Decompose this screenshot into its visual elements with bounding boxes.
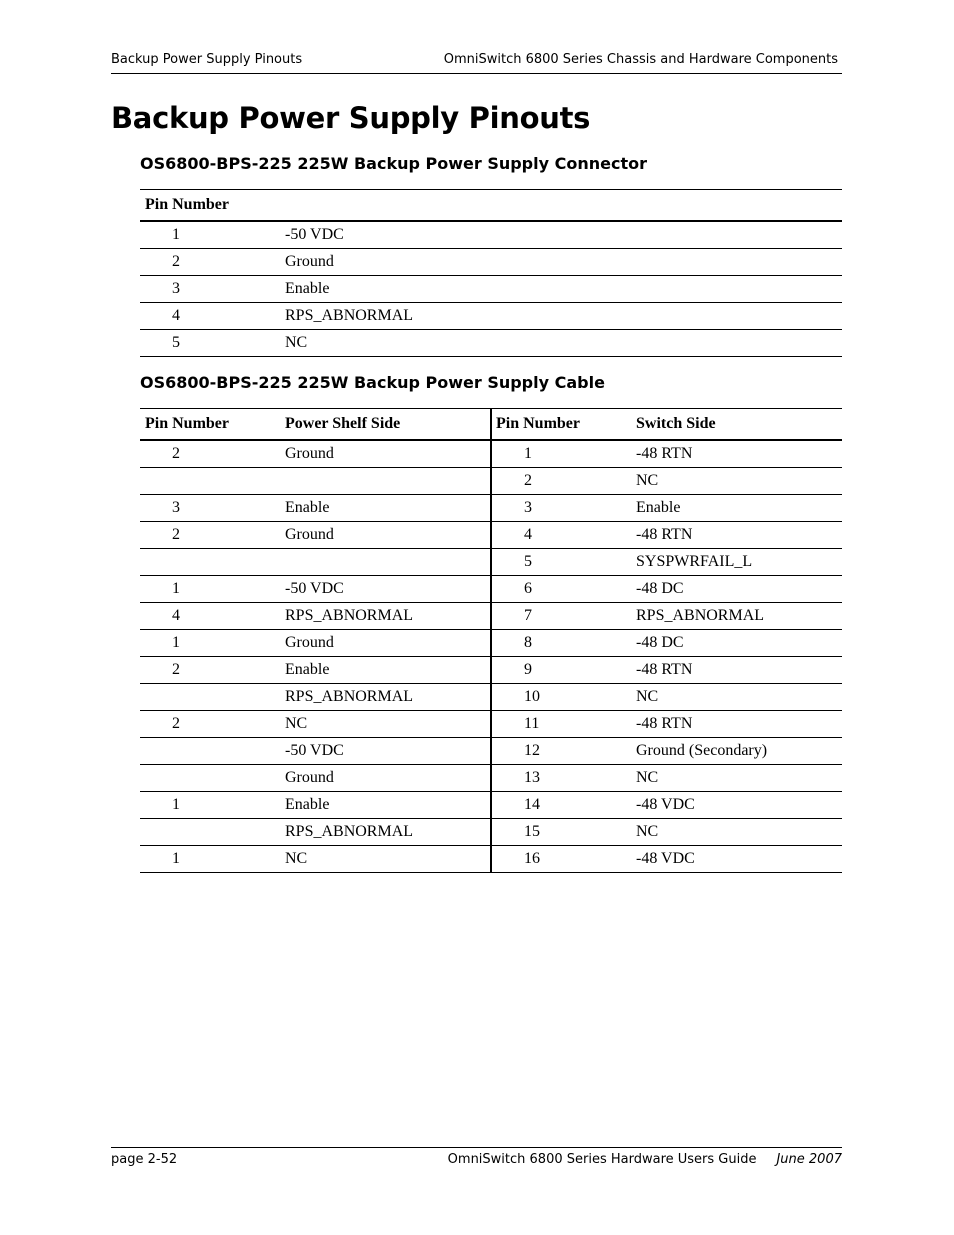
table-row [140, 330, 842, 357]
table-row [140, 738, 842, 765]
switch-signal-cell: -48 VDC [631, 792, 842, 819]
table-row [140, 819, 842, 846]
shelf-pin-cell: 4 [140, 603, 280, 630]
col-shelf-pin-number: Pin Number [140, 409, 280, 441]
page-number: page 2-52 [111, 1152, 178, 1167]
table-row [140, 603, 842, 630]
pin-number-cell: 1 [140, 221, 280, 249]
shelf-pin-cell: 1 [140, 846, 280, 873]
switch-pin-cell: 16 [491, 846, 631, 873]
cable-table [140, 408, 842, 873]
signal-cell: RPS_ABNORMAL [280, 303, 842, 330]
shelf-pin-cell: 1 [140, 630, 280, 657]
col-switch-side: Switch Side [631, 409, 842, 441]
switch-pin-cell: 1 [491, 440, 631, 468]
publication-date: June 2007 [776, 1152, 842, 1167]
shelf-signal-cell: RPS_ABNORMAL [280, 603, 491, 630]
col-switch-pin-number: Pin Number [491, 409, 631, 441]
table-row [140, 221, 842, 249]
switch-pin-cell: 8 [491, 630, 631, 657]
shelf-signal-cell [280, 549, 491, 576]
switch-signal-cell: -48 RTN [631, 440, 842, 468]
shelf-pin-cell: 2 [140, 657, 280, 684]
switch-pin-cell: 13 [491, 765, 631, 792]
footer-divider [111, 1147, 842, 1148]
switch-signal-cell: -48 RTN [631, 711, 842, 738]
connector-table [140, 189, 842, 357]
pin-number-cell: 3 [140, 276, 280, 303]
shelf-signal-cell: Ground [280, 630, 491, 657]
signal-cell: NC [280, 330, 842, 357]
switch-pin-cell: 14 [491, 792, 631, 819]
shelf-signal-cell: Ground [280, 440, 491, 468]
shelf-signal-cell: -50 VDC [280, 738, 491, 765]
pin-number-cell: 2 [140, 249, 280, 276]
switch-signal-cell: NC [631, 684, 842, 711]
switch-signal-cell: Enable [631, 495, 842, 522]
page-title: Backup Power Supply Pinouts [111, 101, 591, 135]
connector-header-row [140, 190, 842, 222]
shelf-signal-cell: RPS_ABNORMAL [280, 819, 491, 846]
shelf-pin-cell: 2 [140, 711, 280, 738]
switch-signal-cell: NC [631, 765, 842, 792]
header-divider [111, 73, 842, 74]
table-row [140, 468, 842, 495]
table-row [140, 522, 842, 549]
switch-pin-cell: 15 [491, 819, 631, 846]
switch-pin-cell: 10 [491, 684, 631, 711]
switch-pin-cell: 3 [491, 495, 631, 522]
table-row [140, 549, 842, 576]
col-power-shelf-side: Power Shelf Side [280, 409, 491, 441]
footer-guide [448, 1152, 842, 1167]
switch-signal-cell: -48 RTN [631, 657, 842, 684]
shelf-pin-cell: 1 [140, 576, 280, 603]
shelf-signal-cell: Enable [280, 495, 491, 522]
switch-signal-cell: -48 DC [631, 630, 842, 657]
table-row [140, 576, 842, 603]
shelf-signal-cell [280, 468, 491, 495]
signal-cell: Enable [280, 276, 842, 303]
shelf-pin-cell [140, 684, 280, 711]
switch-pin-cell: 2 [491, 468, 631, 495]
pin-number-cell: 4 [140, 303, 280, 330]
table-row [140, 657, 842, 684]
switch-pin-cell: 11 [491, 711, 631, 738]
table-row [140, 765, 842, 792]
col-pin-number: Pin Number [140, 190, 280, 222]
shelf-signal-cell: NC [280, 846, 491, 873]
table-row [140, 684, 842, 711]
pin-number-cell: 5 [140, 330, 280, 357]
switch-signal-cell: NC [631, 819, 842, 846]
shelf-signal-cell: Ground [280, 522, 491, 549]
shelf-pin-cell: 2 [140, 440, 280, 468]
switch-signal-cell: -48 VDC [631, 846, 842, 873]
shelf-signal-cell: Ground [280, 765, 491, 792]
shelf-pin-cell [140, 765, 280, 792]
signal-cell: Ground [280, 249, 842, 276]
running-header-chapter: OmniSwitch 6800 Series Chassis and Hardware Components [443, 52, 838, 67]
shelf-signal-cell: RPS_ABNORMAL [280, 684, 491, 711]
cable-heading: OS6800-BPS-225 225W Backup Power Supply Cable [140, 373, 605, 392]
switch-pin-cell: 4 [491, 522, 631, 549]
col-signal [280, 190, 842, 222]
switch-signal-cell: -48 RTN [631, 522, 842, 549]
shelf-pin-cell: 2 [140, 522, 280, 549]
shelf-pin-cell [140, 819, 280, 846]
switch-signal-cell: Ground (Secondary) [631, 738, 842, 765]
shelf-pin-cell: 1 [140, 792, 280, 819]
table-row [140, 249, 842, 276]
table-row [140, 711, 842, 738]
table-row [140, 440, 842, 468]
switch-pin-cell: 5 [491, 549, 631, 576]
shelf-signal-cell: Enable [280, 792, 491, 819]
switch-signal-cell: -48 DC [631, 576, 842, 603]
shelf-pin-cell [140, 549, 280, 576]
shelf-signal-cell: NC [280, 711, 491, 738]
connector-heading: OS6800-BPS-225 225W Backup Power Supply Connector [140, 154, 647, 173]
switch-pin-cell: 9 [491, 657, 631, 684]
switch-pin-cell: 12 [491, 738, 631, 765]
switch-pin-cell: 7 [491, 603, 631, 630]
shelf-signal-cell: Enable [280, 657, 491, 684]
table-row [140, 276, 842, 303]
table-row [140, 495, 842, 522]
switch-pin-cell: 6 [491, 576, 631, 603]
table-row [140, 792, 842, 819]
switch-signal-cell: NC [631, 468, 842, 495]
guide-title: OmniSwitch 6800 Series Hardware Users Guide [447, 1152, 757, 1167]
shelf-pin-cell [140, 738, 280, 765]
switch-signal-cell: RPS_ABNORMAL [631, 603, 842, 630]
shelf-signal-cell: -50 VDC [280, 576, 491, 603]
shelf-pin-cell [140, 468, 280, 495]
shelf-pin-cell: 3 [140, 495, 280, 522]
signal-cell: -50 VDC [280, 221, 842, 249]
table-row [140, 846, 842, 873]
switch-signal-cell: SYSPWRFAIL_L [631, 549, 842, 576]
table-row [140, 630, 842, 657]
running-header-section: Backup Power Supply Pinouts [111, 52, 303, 67]
cable-header-row [140, 409, 842, 441]
table-row [140, 303, 842, 330]
